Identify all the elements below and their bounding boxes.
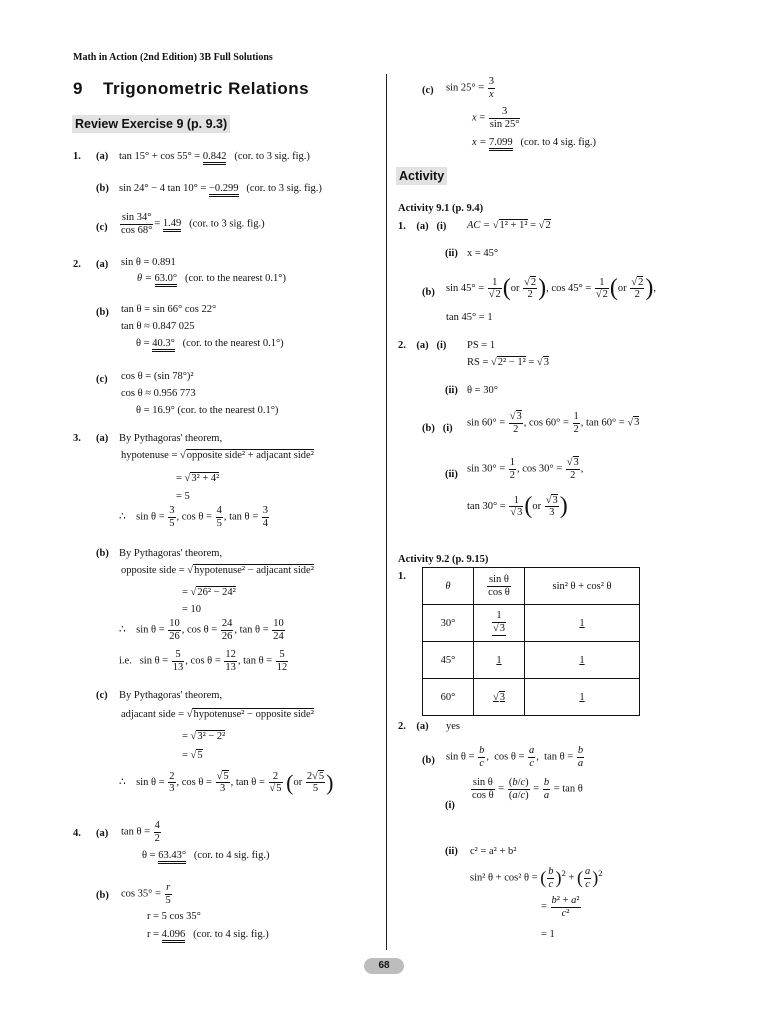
q3a-l0: By Pythagoras' theorem,	[119, 433, 223, 444]
page-number: 68	[364, 958, 404, 974]
a91-2bii-l2: tan 30° = $\frac{1}{√3}$ (or $\frac{√3}{3}$ )	[467, 493, 568, 519]
cell-theta: 60°	[423, 679, 474, 716]
activity-9-2-title: Activity 9.2 (p. 9.15)	[398, 554, 489, 565]
activity-9-1-title: Activity 9.1 (p. 9.4)	[398, 203, 484, 214]
q1-number: 1.	[73, 151, 81, 162]
q2-number: 2.	[73, 259, 81, 270]
q3c-l3: = √ 5	[182, 750, 203, 762]
q1a-line: tan 15° + cos 55° = 0.842 (cor. to 3 sig. fig.)	[119, 151, 310, 163]
q3c-label: (c)	[96, 690, 108, 701]
a92-2bii-label: (ii)	[445, 846, 458, 857]
a91-2bi: sin 60° = $\frac{√3}{2}$ , cos 60° = $\frac{1}{2}$ , tan 60° = √3	[467, 411, 640, 435]
q4a-l1: tan θ = $\frac{4}{2}$	[121, 820, 160, 844]
chapter-number: 9	[73, 79, 83, 98]
q4-number: 4.	[73, 828, 81, 839]
q3b-l3: = 10	[182, 604, 202, 615]
q3c-l2: = √ 3² − 2²	[182, 731, 225, 743]
a91-1b-line: sin 45° = $\frac{1}{√2}$ (or $\frac{√2}{2}$ ), cos 45° = $\frac{1}{√2}$ (or $\frac{√2}{2}$ ),	[446, 275, 656, 301]
a91-2bi-label: (b) (i)	[422, 423, 453, 434]
q4c-l3: x = 7.099 (cor. to 4 sig. fig.)	[472, 137, 596, 149]
q4a-label: (a)	[96, 828, 109, 839]
a91-2aii-label: (ii)	[445, 385, 458, 396]
cell-identity: 1	[525, 679, 640, 716]
q3a-l2: = √ 3² + 4²	[176, 473, 219, 485]
cell-ratio: 1	[474, 642, 525, 679]
q2c-l2: cos θ ≈ 0.956 773	[121, 388, 196, 399]
a92-2bii-l2: sin² θ + cos² θ = ( $\frac{b}{c}$ )$^2$ + ( $\frac{a}{c}$ )$^2$	[470, 866, 603, 890]
activity-heading: Activity	[396, 167, 447, 185]
a92-2b-label: (b)	[422, 755, 435, 766]
q4b-l1: cos 35° = $\frac{r}{5}$	[121, 882, 171, 906]
a91-1-labels: 1. (a) (i)	[398, 221, 447, 232]
q3b-result1: ∴ sin θ = $\frac{10}{26}$ , cos θ = $\frac{24}{26}$ , tan θ = $\frac{10}{24}$	[119, 618, 284, 642]
table-row	[423, 642, 640, 679]
q3b-l0: By Pythagoras' theorem,	[119, 548, 223, 559]
a92-2bi-label: (i)	[445, 800, 455, 811]
q1b-line: sin 24° − 4 tan 10° = −0.299 (cor. to 3 sig. fig.)	[119, 183, 322, 195]
q3a-l3: = 5	[176, 491, 190, 502]
table-row	[423, 679, 640, 716]
a92-2bi: $\frac{\text{sin θ}}{\text{cos θ}}$ = $\frac{(b/c)}{(a/c)}$ = $\frac{b}{a}$ = tan θ	[472, 777, 583, 801]
a91-1b-tan: tan 45° = 1	[446, 312, 493, 323]
q3c-l1: adjacant side = √ hypotenuse² − opposite side²	[121, 709, 314, 721]
q3b-result2: i.e. sin θ = $\frac{5}{13}$ , cos θ = $\frac{12}{13}$ , tan θ = $\frac{5}{12}$	[119, 649, 288, 673]
a91-1aii-label: (ii)	[445, 248, 458, 259]
a92-2bii-l3: = $\frac{\text{b² + a²}}{\text{c²}}$	[541, 895, 580, 919]
a91-1aii: x = 45°	[467, 248, 499, 259]
q3-number: 3.	[73, 433, 81, 444]
a92-2b: sin θ = $\frac{b}{c}$ , cos θ = $\frac{a}{c}$ , tan θ = $\frac{b}{a}$	[446, 745, 584, 769]
q1b-label: (b)	[96, 183, 109, 194]
a91-2-labels: 2. (a) (i)	[398, 340, 447, 351]
a92-2bii-l4: = 1	[541, 929, 555, 940]
table-header-row	[423, 568, 640, 605]
a92-2bii-l1: c² = a² + b²	[470, 846, 517, 857]
q4c-l2: x = $\frac{3}{\sin 25^\circ}$	[472, 106, 520, 130]
q3b-l1: opposite side = √ hypotenuse² − adjacant side²	[121, 565, 314, 577]
cell-identity: 1	[525, 605, 640, 642]
q1c-line: $\frac{\sin 34^\circ}{\cos 68^\circ}$ = 1.49 (cor. to 3 sig. fig.)	[121, 212, 265, 236]
q2b-l3: θ = 40.3° (cor. to the nearest 0.1°)	[136, 338, 284, 350]
chapter-title: Trigonometric Relations	[103, 79, 310, 98]
cell-identity: 1	[525, 642, 640, 679]
a91-2aii: θ = 30°	[467, 385, 498, 396]
cell-theta: 30°	[423, 605, 474, 642]
q4c-label: (c)	[422, 85, 434, 96]
q2b-l1: tan θ = sin 66° cos 22°	[121, 304, 217, 315]
a92-2a-label: 2. (a)	[398, 721, 429, 732]
q3a-l1: hypotenuse = √ opposite side² + adjacant side²	[121, 450, 314, 462]
a91-1b-label: (b)	[422, 287, 435, 298]
q4a-l2: θ = 63.43° (cor. to 4 sig. fig.)	[142, 850, 269, 862]
a91-2ai-l2: RS = √ 2² − 1² = √3	[467, 357, 549, 369]
q2a-label: (a)	[96, 259, 109, 270]
q4b-label: (b)	[96, 890, 109, 901]
cell-ratio: $\frac{1}{√3}$	[474, 605, 525, 642]
cell-theta: 45°	[423, 642, 474, 679]
page-header: Math in Action (2nd Edition) 3B Full Solutions	[73, 52, 273, 63]
a91-2bii-l1: sin 30° = $\frac{1}{2}$ , cos 30° = $\frac{√3}{2}$ ,	[467, 457, 584, 481]
a91-2bii-label: (ii)	[445, 469, 458, 480]
a91-1ai: AC = √ 1² + 1² = √2	[467, 220, 551, 232]
col-theta: θ	[423, 568, 474, 605]
q2a-l2: θ = 63.0° (cor. to the nearest 0.1°)	[137, 273, 286, 285]
q2b-label: (b)	[96, 307, 109, 318]
q4b-l2: r = 5 cos 35°	[147, 911, 201, 922]
q2c-label: (c)	[96, 374, 108, 385]
q1c-label: (c)	[96, 222, 108, 233]
q4c-l1: sin 25° = $\frac{3}{x}$	[446, 76, 494, 100]
q1a-label: (a)	[96, 151, 109, 162]
a92-2a: yes	[446, 721, 460, 732]
col-identity: sin² θ + cos² θ	[525, 568, 640, 605]
q2a-l1: sin θ = 0.891	[121, 257, 176, 268]
q3c-result: ∴ sin θ = $\frac{2}{3}$ , cos θ = $\frac{√5}{3}$ , tan θ = $\frac{2}{√5}$ (or $\frac{2√5}{5}$ )	[119, 770, 334, 795]
table-row	[423, 605, 640, 642]
q3b-l2: = √ 26² − 24²	[182, 587, 236, 599]
col-ratio: $\frac{\text{sin θ}}{\text{cos θ}}$	[474, 568, 525, 605]
cell-ratio: √3	[474, 679, 525, 716]
q2c-l3: θ = 16.9° (cor. to the nearest 0.1°)	[136, 405, 279, 416]
column-divider	[386, 74, 387, 950]
q3a-label: (a)	[96, 433, 109, 444]
q2c-l1: cos θ = (sin 78°)²	[121, 371, 194, 382]
q3b-label: (b)	[96, 548, 109, 559]
review-heading: Review Exercise 9 (p. 9.3)	[72, 115, 230, 133]
q2b-l2: tan θ ≈ 0.847 025	[121, 321, 195, 332]
a92-1-label: 1.	[398, 571, 406, 582]
q3a-result: ∴ sin θ = $\frac{3}{5}$ , cos θ = $\frac{4}{5}$ , tan θ = $\frac{3}{4}$	[119, 505, 268, 529]
a91-2ai-l1: PS = 1	[467, 340, 496, 351]
q4b-l3: r = 4.096 (cor. to 4 sig. fig.)	[147, 929, 269, 941]
q3c-l0: By Pythagoras' theorem,	[119, 690, 223, 701]
trig-table	[422, 567, 640, 716]
